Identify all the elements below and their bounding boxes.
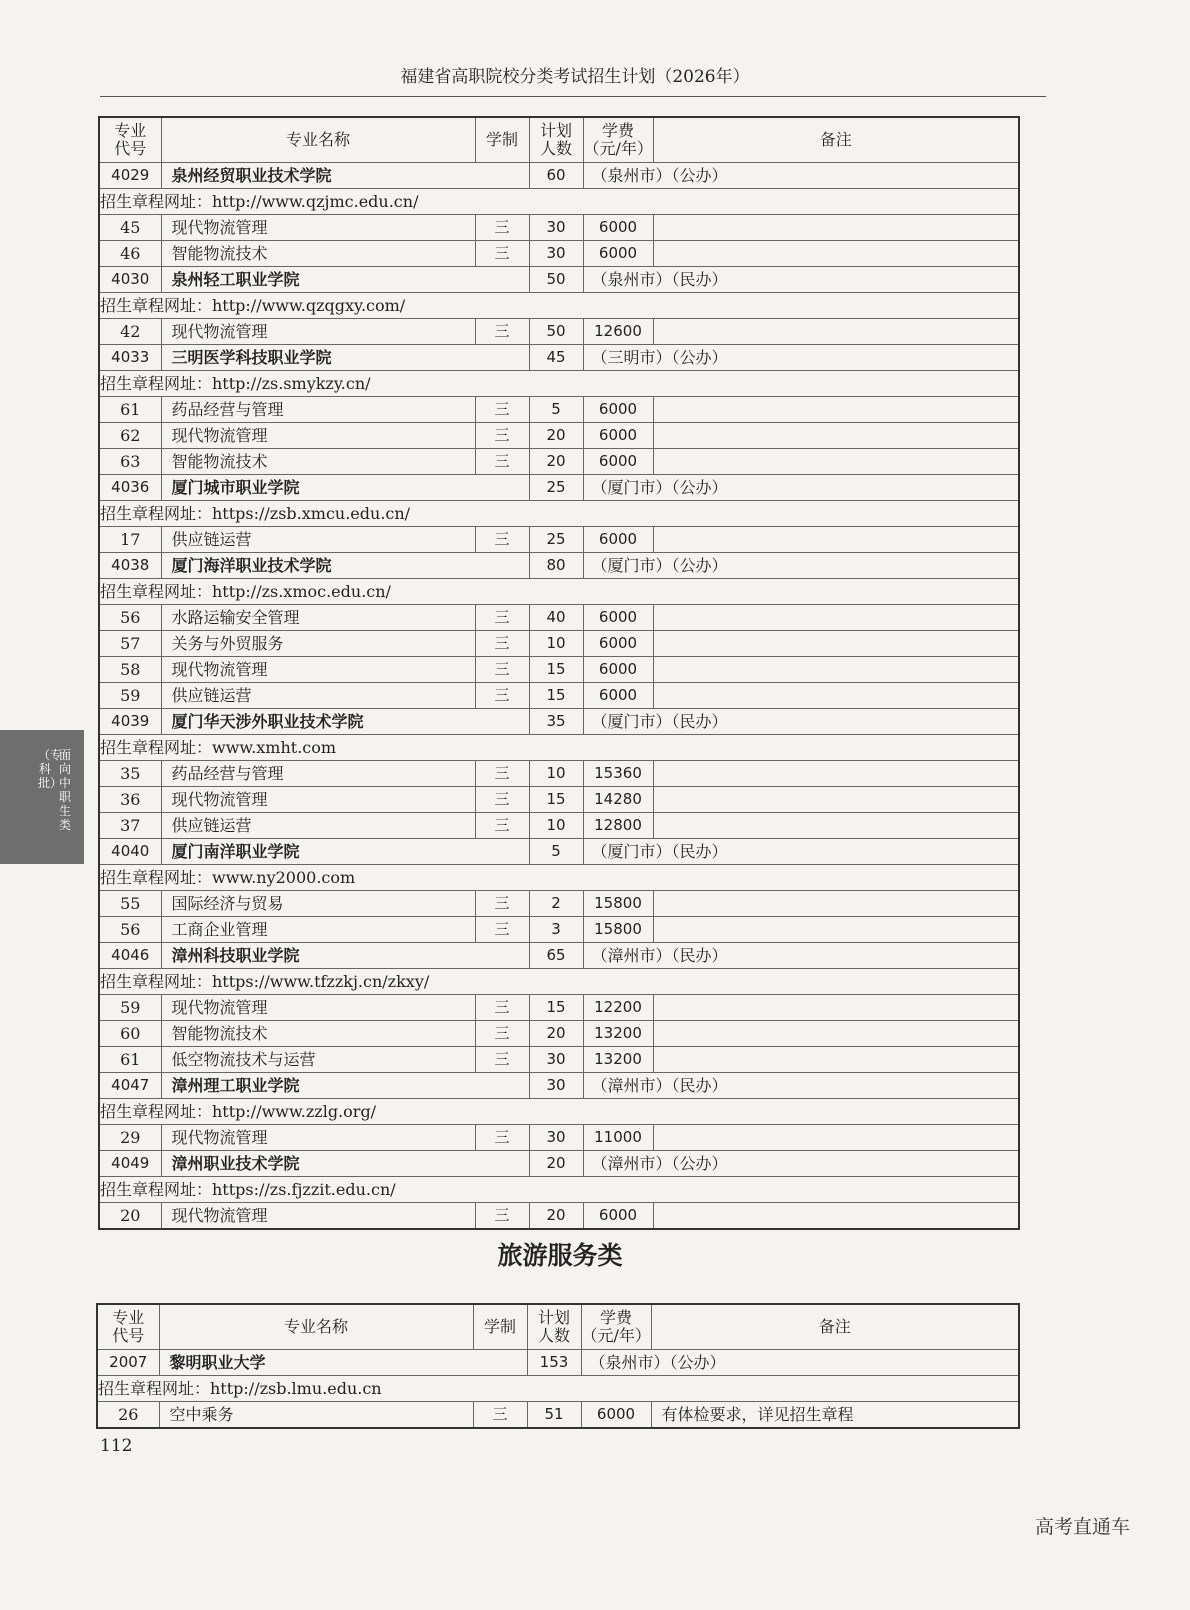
major-fee: 6000: [583, 449, 653, 475]
major-length: 三: [475, 527, 529, 553]
major-count: 20: [529, 1021, 583, 1047]
institution-name: 漳州理工职业学院: [161, 1073, 529, 1099]
institution-count: 45: [529, 345, 583, 371]
institution-code: 4039: [99, 709, 161, 735]
major-note: [653, 917, 1019, 943]
table-body: [97, 1350, 1019, 1429]
major-count: 10: [529, 631, 583, 657]
major-fee: 13200: [583, 1047, 653, 1073]
institution-row: [99, 1073, 1019, 1099]
running-header: 福建省高职院校分类考试招生计划（2026年）: [400, 67, 750, 87]
institution-location: （泉州市）（公办）: [581, 1350, 1019, 1376]
major-note: [653, 605, 1019, 631]
major-row: [99, 631, 1019, 657]
major-fee: 15360: [583, 761, 653, 787]
major-name: 药品经营与管理: [161, 761, 475, 787]
major-note: 有体检要求，详见招生章程: [651, 1402, 1019, 1429]
major-code: 20: [99, 1203, 161, 1230]
major-note: [653, 1021, 1019, 1047]
institution-row: [99, 163, 1019, 189]
institution-url-row: [99, 969, 1019, 995]
institution-url: 招生章程网址：http://zs.smykzy.cn/: [99, 371, 1019, 397]
institution-location: （厦门市）（民办）: [583, 709, 1019, 735]
institution-location: （三明市）（公办）: [583, 345, 1019, 371]
institution-row: [97, 1350, 1019, 1376]
institution-location: （厦门市）（民办）: [583, 839, 1019, 865]
institution-code: 4033: [99, 345, 161, 371]
institution-code: 4047: [99, 1073, 161, 1099]
institution-url-row: [99, 579, 1019, 605]
institution-code: 4029: [99, 163, 161, 189]
major-row: [99, 1021, 1019, 1047]
major-name: 供应链运营: [161, 813, 475, 839]
major-fee: 15800: [583, 917, 653, 943]
major-length: 三: [475, 1047, 529, 1073]
major-row: [99, 319, 1019, 345]
major-code: 36: [99, 787, 161, 813]
major-name: 药品经营与管理: [161, 397, 475, 423]
institution-location: （漳州市）（公办）: [583, 1151, 1019, 1177]
institution-name: 厦门南洋职业学院: [161, 839, 529, 865]
col-header-code: 专业 代号: [97, 1304, 159, 1350]
major-code: 62: [99, 423, 161, 449]
institution-url-row: [97, 1376, 1019, 1402]
institution-code: 4038: [99, 553, 161, 579]
major-name: 水路运输安全管理: [161, 605, 475, 631]
major-note: [653, 1047, 1019, 1073]
major-count: 5: [529, 397, 583, 423]
col-header-count: 计划 人数: [529, 117, 583, 163]
major-fee: 11000: [583, 1125, 653, 1151]
institution-code: 4040: [99, 839, 161, 865]
institution-row: [99, 839, 1019, 865]
major-note: [653, 891, 1019, 917]
major-note: [653, 787, 1019, 813]
major-fee: 6000: [581, 1402, 651, 1429]
institution-count: 65: [529, 943, 583, 969]
major-length: 三: [475, 891, 529, 917]
major-length: 三: [475, 449, 529, 475]
major-length: 三: [475, 215, 529, 241]
major-count: 15: [529, 995, 583, 1021]
major-note: [653, 813, 1019, 839]
major-row: [99, 449, 1019, 475]
section-title: 旅游服务类: [497, 1241, 623, 1270]
watermark: 高考直通车: [1034, 1516, 1130, 1538]
institution-code: 4046: [99, 943, 161, 969]
major-row: [99, 241, 1019, 267]
major-note: [653, 631, 1019, 657]
institution-url: 招生章程网址：http://www.qzjmc.edu.cn/: [99, 189, 1019, 215]
institution-url: 招生章程网址：www.ny2000.com: [99, 865, 1019, 891]
institution-row: [99, 709, 1019, 735]
major-length: 三: [475, 241, 529, 267]
major-code: 63: [99, 449, 161, 475]
institution-count: 5: [529, 839, 583, 865]
tourism-plan-table: [96, 1303, 1020, 1429]
major-name: 现代物流管理: [161, 995, 475, 1021]
major-count: 30: [529, 215, 583, 241]
major-row: [99, 995, 1019, 1021]
col-header-fee: 学费 （元/年）: [581, 1304, 651, 1350]
institution-name: 厦门城市职业学院: [161, 475, 529, 501]
institution-location: （厦门市）（公办）: [583, 553, 1019, 579]
major-name: 智能物流技术: [161, 241, 475, 267]
major-code: 60: [99, 1021, 161, 1047]
major-row: [99, 813, 1019, 839]
major-length: 三: [475, 683, 529, 709]
col-header-length: 学制: [475, 117, 529, 163]
institution-name: 漳州科技职业学院: [161, 943, 529, 969]
major-length: 三: [475, 761, 529, 787]
major-code: 37: [99, 813, 161, 839]
institution-count: 60: [529, 163, 583, 189]
major-count: 51: [527, 1402, 581, 1429]
institution-name: 三明医学科技职业学院: [161, 345, 529, 371]
col-header-code: 专业 代号: [99, 117, 161, 163]
institution-location: （漳州市）（民办）: [583, 1073, 1019, 1099]
major-length: 三: [475, 319, 529, 345]
major-code: 61: [99, 397, 161, 423]
major-name: 国际经济与贸易: [161, 891, 475, 917]
institution-location: （厦门市）（公办）: [583, 475, 1019, 501]
major-name: 供应链运营: [161, 683, 475, 709]
major-fee: 6000: [583, 631, 653, 657]
major-fee: 6000: [583, 423, 653, 449]
major-note: [653, 449, 1019, 475]
major-length: 三: [475, 813, 529, 839]
major-length: 三: [475, 1021, 529, 1047]
major-row: [99, 787, 1019, 813]
major-fee: 12800: [583, 813, 653, 839]
enrollment-plan-table: [98, 116, 1020, 1230]
institution-name: 黎明职业大学: [159, 1350, 527, 1376]
major-note: [653, 683, 1019, 709]
major-count: 20: [529, 1203, 583, 1230]
major-count: 15: [529, 787, 583, 813]
major-name: 现代物流管理: [161, 1125, 475, 1151]
major-length: 三: [475, 995, 529, 1021]
institution-code: 2007: [97, 1350, 159, 1376]
col-header-name: 专业名称: [161, 117, 475, 163]
major-count: 40: [529, 605, 583, 631]
major-length: 三: [475, 1125, 529, 1151]
major-name: 关务与外贸服务: [161, 631, 475, 657]
major-row: [99, 1125, 1019, 1151]
major-fee: 15800: [583, 891, 653, 917]
major-name: 现代物流管理: [161, 787, 475, 813]
major-length: 三: [475, 657, 529, 683]
major-code: 55: [99, 891, 161, 917]
major-fee: 6000: [583, 605, 653, 631]
major-row: [99, 657, 1019, 683]
col-header-name: 专业名称: [159, 1304, 473, 1350]
table-body: [99, 163, 1019, 1230]
major-count: 30: [529, 1047, 583, 1073]
institution-row: [99, 267, 1019, 293]
institution-url-row: [99, 1099, 1019, 1125]
major-name: 现代物流管理: [161, 657, 475, 683]
institution-location: （泉州市）（民办）: [583, 267, 1019, 293]
institution-url: 招生章程网址：http://zsb.lmu.edu.cn: [97, 1376, 1019, 1402]
institution-count: 30: [529, 1073, 583, 1099]
major-note: [653, 995, 1019, 1021]
major-count: 15: [529, 657, 583, 683]
major-note: [653, 319, 1019, 345]
major-note: [653, 423, 1019, 449]
institution-row: [99, 475, 1019, 501]
col-header-note: 备注: [651, 1304, 1019, 1350]
major-fee: 6000: [583, 527, 653, 553]
institution-location: （泉州市）（公办）: [583, 163, 1019, 189]
major-note: [653, 215, 1019, 241]
major-name: 低空物流技术与运营: [161, 1047, 475, 1073]
major-fee: 12200: [583, 995, 653, 1021]
institution-url-row: [99, 189, 1019, 215]
major-note: [653, 761, 1019, 787]
institution-count: 50: [529, 267, 583, 293]
institution-count: 80: [529, 553, 583, 579]
major-length: 三: [475, 787, 529, 813]
col-header-fee: 学费 （元/年）: [583, 117, 653, 163]
major-name: 现代物流管理: [161, 1203, 475, 1230]
institution-location: （漳州市）（民办）: [583, 943, 1019, 969]
institution-name: 泉州轻工职业学院: [161, 267, 529, 293]
major-name: 智能物流技术: [161, 1021, 475, 1047]
major-row: [99, 423, 1019, 449]
major-fee: 14280: [583, 787, 653, 813]
institution-url-row: [99, 501, 1019, 527]
major-code: 46: [99, 241, 161, 267]
major-count: 10: [529, 813, 583, 839]
institution-url: 招生章程网址：http://www.qzqgxy.com/: [99, 293, 1019, 319]
major-row: [99, 605, 1019, 631]
side-tab-batch: （专科批）: [38, 748, 63, 790]
institution-row: [99, 1151, 1019, 1177]
major-note: [653, 657, 1019, 683]
institution-name: 厦门海洋职业技术学院: [161, 553, 529, 579]
major-code: 59: [99, 683, 161, 709]
major-fee: 6000: [583, 397, 653, 423]
major-name: 智能物流技术: [161, 449, 475, 475]
institution-name: 厦门华天涉外职业技术学院: [161, 709, 529, 735]
institution-url-row: [99, 371, 1019, 397]
major-row: [99, 527, 1019, 553]
institution-url: 招生章程网址：https://zsb.xmcu.edu.cn/: [99, 501, 1019, 527]
page-number: 112: [100, 1436, 133, 1456]
major-fee: 6000: [583, 241, 653, 267]
major-count: 50: [529, 319, 583, 345]
major-fee: 12600: [583, 319, 653, 345]
major-count: 20: [529, 423, 583, 449]
table-header-row: [99, 117, 1019, 163]
major-row: [99, 891, 1019, 917]
major-code: 42: [99, 319, 161, 345]
major-count: 30: [529, 241, 583, 267]
major-name: 现代物流管理: [161, 319, 475, 345]
major-fee: 13200: [583, 1021, 653, 1047]
major-row: [99, 761, 1019, 787]
major-count: 25: [529, 527, 583, 553]
institution-url-row: [99, 735, 1019, 761]
major-name: 供应链运营: [161, 527, 475, 553]
institution-code: 4049: [99, 1151, 161, 1177]
major-code: 56: [99, 605, 161, 631]
institution-url-row: [99, 1177, 1019, 1203]
major-row: [99, 1047, 1019, 1073]
major-note: [653, 397, 1019, 423]
major-length: 三: [475, 917, 529, 943]
major-fee: 6000: [583, 683, 653, 709]
major-row: [99, 397, 1019, 423]
major-count: 30: [529, 1125, 583, 1151]
side-tab: [0, 730, 84, 864]
major-count: 20: [529, 449, 583, 475]
major-row: [99, 683, 1019, 709]
institution-url-row: [99, 865, 1019, 891]
major-name: 空中乘务: [159, 1402, 473, 1429]
major-code: 35: [99, 761, 161, 787]
major-count: 2: [529, 891, 583, 917]
major-code: 17: [99, 527, 161, 553]
col-header-count: 计划 人数: [527, 1304, 581, 1350]
institution-count: 20: [529, 1151, 583, 1177]
institution-url: 招生章程网址：https://www.tfzzkj.cn/zkxy/: [99, 969, 1019, 995]
institution-code: 4030: [99, 267, 161, 293]
institution-count: 25: [529, 475, 583, 501]
major-note: [653, 241, 1019, 267]
major-count: 15: [529, 683, 583, 709]
major-length: 三: [475, 1203, 529, 1230]
major-note: [653, 1203, 1019, 1230]
side-tab-category: 面向中职生类: [58, 748, 71, 832]
major-code: 45: [99, 215, 161, 241]
institution-row: [99, 345, 1019, 371]
major-length: 三: [475, 423, 529, 449]
major-length: 三: [475, 605, 529, 631]
major-row: [99, 1203, 1019, 1230]
major-length: 三: [475, 631, 529, 657]
institution-url-row: [99, 293, 1019, 319]
institution-name: 漳州职业技术学院: [161, 1151, 529, 1177]
institution-row: [99, 943, 1019, 969]
major-code: 61: [99, 1047, 161, 1073]
institution-row: [99, 553, 1019, 579]
major-count: 10: [529, 761, 583, 787]
major-count: 3: [529, 917, 583, 943]
major-length: 三: [475, 397, 529, 423]
major-name: 工商企业管理: [161, 917, 475, 943]
institution-count: 35: [529, 709, 583, 735]
institution-url: 招生章程网址：http://zs.xmoc.edu.cn/: [99, 579, 1019, 605]
major-name: 现代物流管理: [161, 215, 475, 241]
institution-url: 招生章程网址：http://www.zzlg.org/: [99, 1099, 1019, 1125]
institution-code: 4036: [99, 475, 161, 501]
header-rule: [100, 96, 1046, 97]
institution-url: 招生章程网址：www.xmht.com: [99, 735, 1019, 761]
table-header-row: [97, 1304, 1019, 1350]
major-fee: 6000: [583, 1203, 653, 1230]
major-length: 三: [473, 1402, 527, 1429]
major-row: [99, 215, 1019, 241]
col-header-length: 学制: [473, 1304, 527, 1350]
major-code: 57: [99, 631, 161, 657]
major-note: [653, 1125, 1019, 1151]
major-code: 58: [99, 657, 161, 683]
institution-url: 招生章程网址：https://zs.fjzzit.edu.cn/: [99, 1177, 1019, 1203]
major-name: 现代物流管理: [161, 423, 475, 449]
institution-count: 153: [527, 1350, 581, 1376]
major-fee: 6000: [583, 657, 653, 683]
major-fee: 6000: [583, 215, 653, 241]
major-row: [99, 917, 1019, 943]
institution-name: 泉州经贸职业技术学院: [161, 163, 529, 189]
major-code: 29: [99, 1125, 161, 1151]
col-header-note: 备注: [653, 117, 1019, 163]
major-note: [653, 527, 1019, 553]
major-code: 26: [97, 1402, 159, 1429]
major-row: [97, 1402, 1019, 1429]
major-code: 56: [99, 917, 161, 943]
major-code: 59: [99, 995, 161, 1021]
